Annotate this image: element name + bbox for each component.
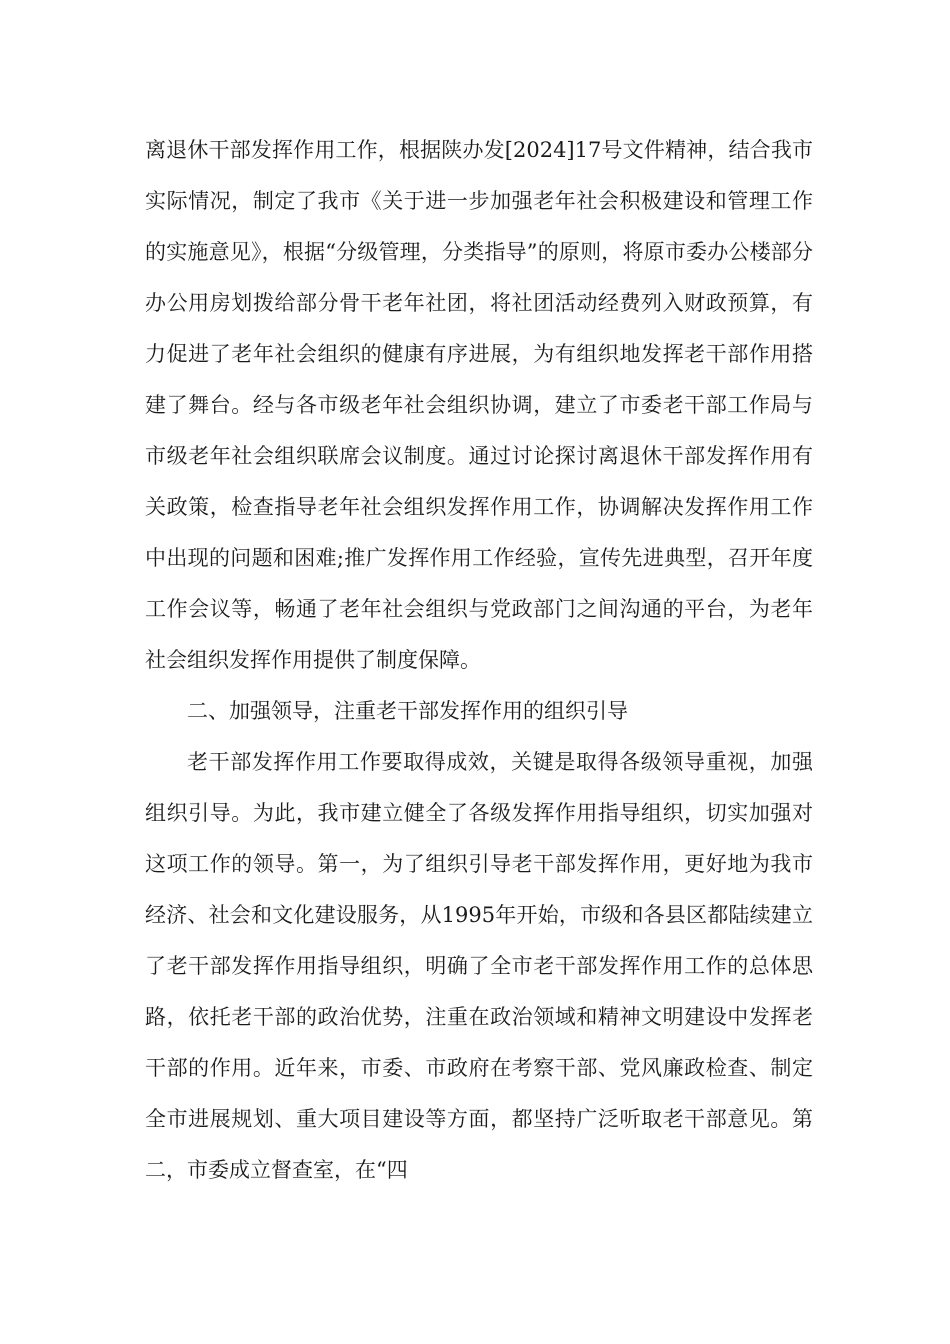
document-body: [145, 125, 813, 1196]
section-paragraph: 老干部发挥作用工作要取得成效，关键是取得各级领导重视，加强组织引导。为此，我市建立健全了各级发挥作用指导组织，切实加强对这项工作的领导。第一，为了组织引导老干部发挥作用，更好地为我市经济、社会和文化建设服务，从1995年开始，市级和各县区都陆续建立了老干部发挥作用指导组织，明确了全市老干部发挥作用工作的总体思路，依托老干部的政治优势，注重在政治领域和精神文明建设中发挥老干部的作用。近年来，市委、市政府在考察干部、党风廉政检查、制定全市进展规划、重大项目建设等方面，都坚持广泛听取老干部意见。第二，市委成立督查室，在“四: [145, 750, 813, 1182]
continued-paragraph: 离退休干部发挥作用工作，根据陕办发[2024]17号文件精神，结合我市实际情况，制定了我市《关于进一步加强老年社会积极建设和管理工作的实施意见》，根据“分级管理，分类指导”的原则，将原市委办公楼部分办公用房划拨给部分骨干老年社团，将社团活动经费列入财政预算，有力促进了老年社会组织的健康有序进展，为有组织地发挥老干部作用搭建了舞台。经与各市级老年社会组织协调，建立了市委老干部工作局与市级老年社会组织联席会议制度。通过讨论探讨离退休干部发挥作用有关政策，检查指导老年社会组织发挥作用工作，协调解决发挥作用工作中出现的问题和困难;推广发挥作用工作经验，宣传先进典型，召开年度工作会议等，畅通了老年社会组织与党政部门之间沟通的平台，为老年社会组织发挥作用提供了制度保障。: [145, 138, 813, 672]
section-heading: 二、加强领导，注重老干部发挥作用的组织引导: [187, 699, 628, 723]
